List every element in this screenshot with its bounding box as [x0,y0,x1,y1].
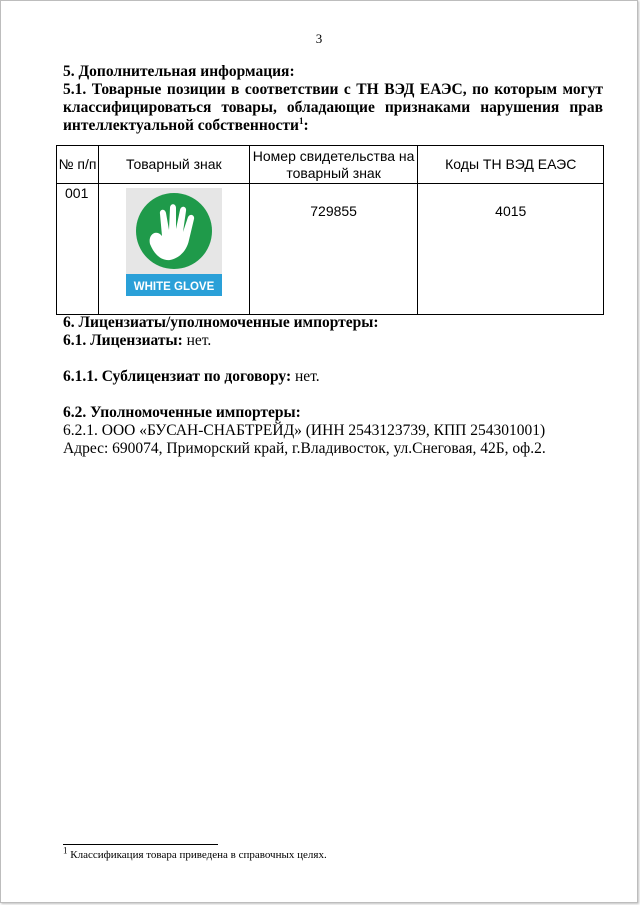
cell-number: 001 [57,184,99,315]
footnote-text: Классификация товара приведена в справочных целях. [67,849,327,861]
cell-codes: 4015 [418,184,604,315]
licensees-value: нет. [182,332,212,349]
importer-line: 6.2.1. ООО «БУСАН-СНАБТРЕЙД» (ИНН 2543123739, КПП 254301001) [63,422,546,439]
sublicensee-value: нет. [291,368,320,385]
section-5-1-text: 5.1. Товарные позиции в соответствии с ТН ВЭД ЕАЭС, по которым могут классифицироваться товары, обладающие признаками нарушения прав интеллектуальной собственности [63,81,603,134]
logo-text: WHITE GLOVE [133,281,215,293]
header-trademark: Товарный знак [98,146,249,184]
white-glove-logo [126,188,222,296]
header-codes: Коды ТН ВЭД ЕАЭС [418,146,604,184]
header-certificate: Номер свидетельства на товарный знак [249,146,418,184]
importer-address: Адрес: 690074, Приморский край, г.Владивосток, ул.Снеговая, 42Б, оф.2. [63,440,546,457]
licensees-line [63,332,603,350]
section-5-1-heading [63,81,603,135]
footnote-reference: 1 [298,115,304,126]
importers-heading: 6.2. Уполномоченные импортеры: [63,404,301,421]
table-row [57,184,604,315]
footnote [63,845,327,862]
section-5-heading: 5. Дополнительная информация: [63,63,295,80]
sublicensee-label: 6.1.1. Сублицензиат по договору: [63,368,292,385]
footnote-separator [63,844,218,845]
footnote-mark: 1 [63,845,68,856]
section-5 [63,63,603,135]
section-6-heading: 6. Лицензиаты/уполномоченные импортеры: [63,314,379,331]
cell-certificate: 729855 [249,184,418,315]
licensees-label: 6.1. Лицензиаты: [63,332,183,349]
cell-trademark [98,184,249,315]
table-header-row [57,146,604,184]
header-number: № п/п [57,146,99,184]
page-number: 3 [315,31,323,46]
trademark-table [56,145,604,315]
section-6 [63,314,603,458]
section-5-1-colon: : [303,117,309,134]
sublicensee-line [63,368,603,386]
